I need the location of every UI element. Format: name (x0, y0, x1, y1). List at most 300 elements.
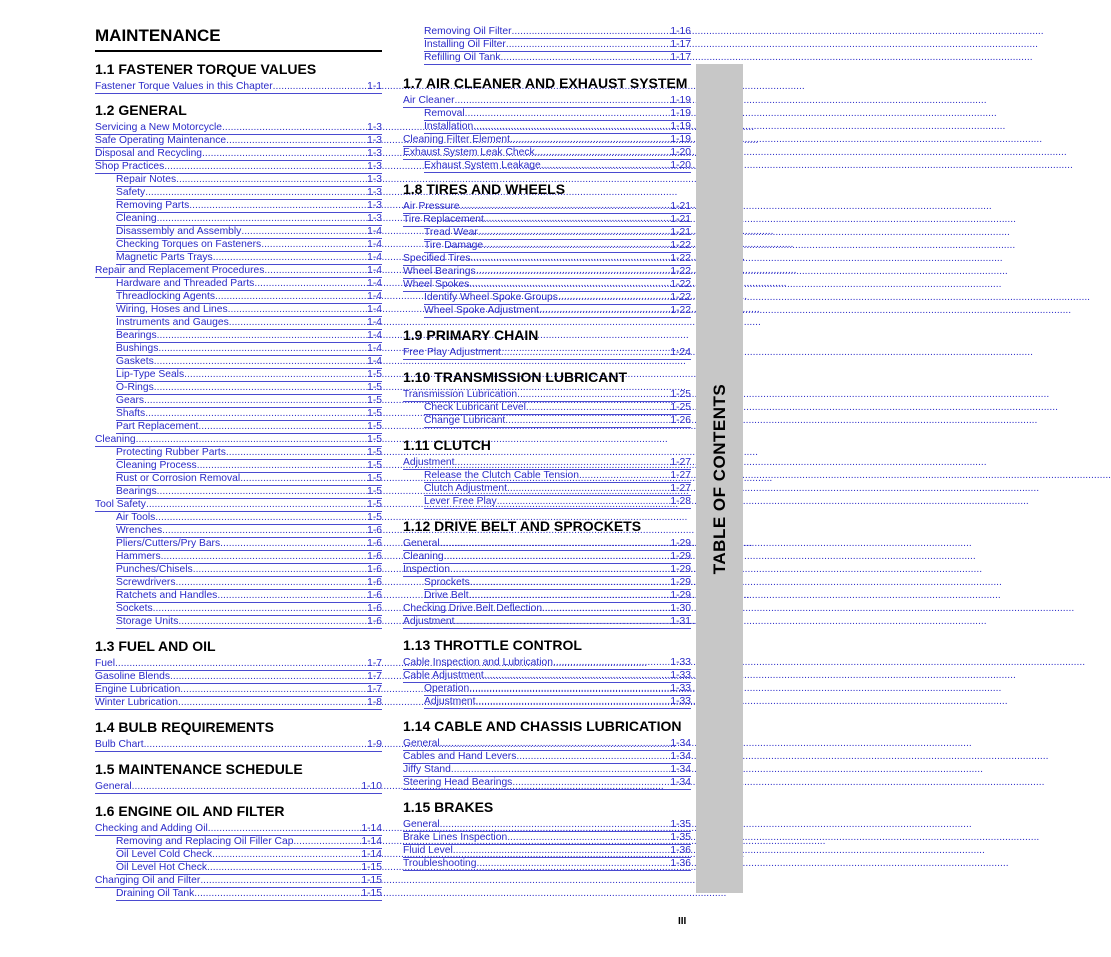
toc-entry[interactable] (424, 496, 691, 509)
toc-entry-label: Tire Replacement (403, 214, 484, 225)
toc-entry[interactable] (403, 347, 691, 360)
dot-leader (542, 602, 669, 615)
dot-leader (145, 407, 366, 420)
dot-leader (483, 239, 669, 252)
chapter-title: MAINTENANCE (95, 26, 382, 52)
toc-entry-page: 1-5 (367, 369, 382, 380)
section-heading-1-7[interactable]: 1.7 AIR CLEANER AND EXHAUST SYSTEM (403, 75, 688, 91)
toc-entry-label: Checking and Adding Oil (95, 823, 208, 834)
toc-entry-label: Bushings (116, 343, 159, 354)
toc-entry-page: 1-3 (367, 161, 382, 172)
toc-entry-page: 1-5 (367, 499, 382, 510)
dot-leader (558, 291, 669, 304)
toc-entry-label: Steering Head Bearings (403, 777, 513, 788)
toc-entry-page: 1-29 (670, 590, 691, 601)
toc-entry-label: Removing and Replacing Oil Filler Cap (116, 836, 294, 847)
toc-entry-label: Repair and Replacement Procedures (95, 265, 265, 276)
toc-entry-page: 1-5 (367, 460, 382, 471)
toc-entry-page: 1-14 (361, 849, 382, 860)
toc-entry-page: 1-6 (367, 603, 382, 614)
toc-entry-label: Jiffy Stand (403, 764, 451, 775)
toc-entry-label: O-Rings (116, 382, 154, 393)
dot-leader (240, 472, 366, 485)
toc-entry-label: Drive Belt (424, 590, 469, 601)
section-heading-1-11[interactable]: 1.11 CLUTCH (403, 437, 491, 453)
toc-entry[interactable] (403, 858, 691, 871)
toc-entry-page: 1-21 (670, 214, 691, 225)
dot-leader (189, 199, 366, 212)
toc-entry-page: 1-17 (670, 52, 691, 63)
toc-entry-page: 1-36 (670, 845, 691, 856)
dot-leader (222, 121, 366, 134)
toc-entry-label: Cable Inspection and Lubrication (403, 657, 553, 668)
toc-entry-label: Troubleshooting (403, 858, 477, 869)
dot-leader (162, 524, 366, 537)
dot-leader (193, 563, 366, 576)
dot-leader (469, 682, 669, 695)
dot-leader (213, 251, 366, 264)
dot-leader (539, 304, 669, 317)
dot-leader (261, 238, 366, 251)
dot-leader (226, 134, 366, 147)
toc-entry-page: 1-22 (670, 305, 691, 316)
dot-leader (501, 346, 670, 359)
toc-entry-page: 1-5 (367, 382, 382, 393)
toc-entry-label: Disposal and Recycling (95, 148, 203, 159)
toc-entry-label: Fuel (95, 658, 116, 669)
section-heading-1-3[interactable]: 1.3 FUEL AND OIL (95, 638, 216, 654)
toc-entry-page: 1-3 (367, 122, 382, 133)
toc-entry-label: Sprockets (424, 577, 470, 588)
toc-entry-page: 1-3 (367, 135, 382, 146)
dot-leader (200, 874, 360, 887)
toc-entry-page: 1-21 (670, 201, 691, 212)
dot-leader (215, 290, 366, 303)
toc-entry-page: 1-4 (367, 291, 382, 302)
dot-leader (471, 252, 670, 265)
toc-entry[interactable] (95, 697, 382, 710)
dot-leader (476, 857, 669, 870)
toc-entry-label: Wrenches (116, 525, 163, 536)
dot-leader (579, 469, 669, 482)
toc-entry-page: 1-5 (367, 486, 382, 497)
dot-leader (512, 776, 669, 789)
toc-entry-page: 1-36 (670, 858, 691, 869)
section-heading-1-1[interactable]: 1.1 FASTENER TORQUE VALUES (95, 61, 317, 77)
toc-entry-page: 1-5 (367, 512, 382, 523)
dot-leader (155, 511, 366, 524)
dot-leader (254, 277, 366, 290)
toc-entry-page: 1-10 (361, 781, 382, 792)
toc-entry-label: Exhaust System Leak Check (403, 147, 535, 158)
toc-entry[interactable] (116, 888, 382, 901)
dot-leader (507, 831, 669, 844)
toc-entry-page: 1-27 (670, 483, 691, 494)
toc-entry-label: Gears (116, 395, 145, 406)
toc-entry-label: Magnetic Parts Trays (116, 252, 213, 263)
dot-leader (484, 213, 670, 226)
toc-entry-page: 1-22 (670, 266, 691, 277)
toc-entry[interactable] (95, 739, 382, 752)
toc-entry-label: Adjustment (403, 616, 455, 627)
dot-leader (517, 388, 669, 401)
section-heading-1-8[interactable]: 1.8 TIRES AND WHEELS (403, 181, 566, 197)
toc-entry-page: 1-19 (670, 121, 691, 132)
toc-entry-page: 1-25 (670, 402, 691, 413)
toc-entry-page: 1-3 (367, 148, 382, 159)
dot-leader (157, 329, 366, 342)
section-heading-1-2[interactable]: 1.2 GENERAL (95, 102, 187, 118)
toc-entry-page: 1-22 (670, 253, 691, 264)
dot-leader (241, 225, 366, 238)
toc-entry-label: Exhaust System Leakage (424, 160, 541, 171)
dot-leader (453, 844, 670, 857)
toc-entry-page: 1-14 (361, 836, 382, 847)
toc-entry-page: 1-29 (670, 577, 691, 588)
toc-entry-label: Lever Free Play (424, 496, 497, 507)
toc-entry-page: 1-6 (367, 551, 382, 562)
toc-entry-label: Bulb Chart (95, 739, 144, 750)
dot-leader (293, 835, 360, 848)
toc-entry-page: 1-19 (670, 95, 691, 106)
toc-entry-label: Shafts (116, 408, 146, 419)
toc-entry-page: 1-33 (670, 696, 691, 707)
toc-entry-label: Specified Tires (403, 253, 471, 264)
toc-entry-page: 1-26 (670, 415, 691, 426)
toc-entry-page: 1-5 (367, 447, 382, 458)
toc-entry[interactable] (403, 616, 691, 629)
toc-entry-label: General (403, 738, 440, 749)
toc-entry-page: 1-25 (670, 389, 691, 400)
dot-leader (178, 615, 366, 628)
toc-entry-page: 1-33 (670, 657, 691, 668)
dot-leader (176, 173, 366, 186)
toc-entry-label: Installation (424, 121, 474, 132)
section-heading-1-5[interactable]: 1.5 MAINTENANCE SCHEDULE (95, 761, 303, 777)
dot-leader (497, 495, 670, 508)
toc-entry[interactable] (424, 305, 691, 318)
dot-leader (473, 120, 669, 133)
toc-entry-label: Air Tools (116, 512, 156, 523)
toc-entry-label: Wiring, Hoses and Lines (116, 304, 228, 315)
toc-entry[interactable] (424, 696, 691, 709)
section-heading-1-9[interactable]: 1.9 PRIMARY CHAIN (403, 327, 539, 343)
dot-leader (440, 818, 670, 831)
section-heading-1-10[interactable]: 1.10 TRANSMISSION LUBRICANT (403, 369, 628, 385)
toc-entry-page: 1-8 (367, 697, 382, 708)
toc-entry-label: Lip-Type Seals (116, 369, 185, 380)
toc-entry-page: 1-6 (367, 577, 382, 588)
dot-leader (451, 763, 670, 776)
toc-entry-label: Servicing a New Motorcycle (95, 122, 223, 133)
toc-entry-label: Bearings (116, 330, 157, 341)
toc-entry-label: Cleaning (95, 434, 136, 445)
dot-leader (153, 602, 366, 615)
toc-entry-label: Gaskets (116, 356, 154, 367)
toc-entry-label: Punches/Chisels (116, 564, 193, 575)
dot-leader (553, 656, 669, 669)
toc-entry-page: 1-19 (670, 134, 691, 145)
toc-entry-page: 1-5 (367, 408, 382, 419)
toc-entry-page: 1-29 (670, 564, 691, 575)
toc-entry-label: Refilling Oil Tank (424, 52, 501, 63)
toc-entry-page: 1-20 (670, 147, 691, 158)
dot-leader (455, 456, 670, 469)
toc-entry-label: Change Lubricant (424, 415, 506, 426)
dot-leader (220, 537, 366, 550)
toc-entry-label: Adjustment (424, 696, 476, 707)
toc-entry-page: 1-15 (361, 875, 382, 886)
dot-leader (484, 669, 670, 682)
toc-entry-page: 1-4 (367, 330, 382, 341)
toc-entry-page: 1-29 (670, 538, 691, 549)
section-heading-1-4[interactable]: 1.4 BULB REQUIREMENTS (95, 719, 274, 735)
toc-entry-label: Installing Oil Filter (424, 39, 506, 50)
dot-leader (136, 433, 366, 446)
dot-leader (526, 401, 670, 414)
toc-entry-page: 1-27 (670, 470, 691, 481)
toc-entry-label: Wheel Spoke Adjustment (424, 305, 540, 316)
toc-entry-label: Protecting Rubber Parts (116, 447, 226, 458)
toc-entry-label: Tread Wear (424, 227, 478, 238)
toc-entry-page: 1-14 (361, 823, 382, 834)
toc-entry[interactable] (403, 777, 691, 790)
toc-entry-label: Cable Adjustment (403, 670, 484, 681)
toc-entry-label: Oil Level Cold Check (116, 849, 213, 860)
dot-leader (512, 25, 670, 38)
toc-entry-label: Cleaning Filter Element (403, 134, 511, 145)
dot-leader (212, 848, 360, 861)
dot-leader (202, 147, 366, 160)
section-heading-1-13[interactable]: 1.13 THROTTLE CONTROL (403, 637, 582, 653)
toc-entry-page: 1-20 (670, 160, 691, 171)
toc-entry-label: Hardware and Threaded Parts (116, 278, 255, 289)
dot-leader (455, 615, 670, 628)
toc-entry-page: 1-21 (670, 227, 691, 238)
dot-leader (146, 498, 366, 511)
dot-leader (207, 861, 360, 874)
dot-leader (229, 316, 366, 329)
toc-entry-page: 1-35 (670, 819, 691, 830)
toc-entry-label: Safe Operating Maintenance (95, 135, 227, 146)
toc-entry-page: 1-4 (367, 278, 382, 289)
dot-leader (478, 226, 670, 239)
toc-entry-page: 1-6 (367, 525, 382, 536)
dot-leader (228, 303, 367, 316)
toc-entry-label: Release the Clutch Cable Tension (424, 470, 579, 481)
toc-entry-label: Fluid Level (403, 845, 453, 856)
toc-entry-label: Check Lubricant Level (424, 402, 526, 413)
toc-entry-page: 1-22 (670, 279, 691, 290)
dot-leader (157, 212, 366, 225)
dot-leader (465, 107, 670, 120)
toc-entry-label: Cleaning (403, 551, 444, 562)
section-heading-1-12[interactable]: 1.12 DRIVE BELT AND SPROCKETS (403, 518, 642, 534)
toc-entry-label: Inspection (403, 564, 450, 575)
dot-leader (264, 264, 366, 277)
toc-entry-page: 1-5 (367, 421, 382, 432)
toc-entry-label: Bearings (116, 486, 157, 497)
toc-entry-label: Storage Units (116, 616, 179, 627)
dot-leader (516, 750, 669, 763)
dot-leader (440, 537, 670, 550)
toc-entry-label: Oil Level Hot Check (116, 862, 207, 873)
toc-entry-label: Operation (424, 683, 470, 694)
toc-entry-label: Part Replacement (116, 421, 199, 432)
toc-entry-label: Checking Drive Belt Deflection (403, 603, 543, 614)
toc-entry-page: 1-31 (670, 616, 691, 627)
dot-leader (197, 459, 366, 472)
toc-entry-page: 1-7 (367, 671, 382, 682)
toc-entry-page: 1-33 (670, 670, 691, 681)
toc-entry-label: Cleaning Process (116, 460, 197, 471)
toc-entry-page: 1-22 (670, 240, 691, 251)
toc-entry-page: 1-34 (670, 764, 691, 775)
dot-leader (444, 550, 670, 563)
toc-entry-label: Removing Parts (116, 200, 190, 211)
toc-entry-label: Repair Notes (116, 174, 177, 185)
toc-entry[interactable] (95, 81, 382, 94)
toc-entry-label: Safety (116, 187, 146, 198)
dot-leader (505, 414, 669, 427)
toc-entry-label: Ratchets and Handles (116, 590, 218, 601)
toc-entry[interactable] (424, 415, 691, 428)
toc-entry[interactable] (95, 781, 382, 794)
page-number: III (678, 916, 687, 927)
toc-entry-page: 1-22 (670, 292, 691, 303)
toc-entry-page: 1-15 (361, 888, 382, 899)
toc-entry-label: Clutch Adjustment (424, 483, 507, 494)
dot-leader (198, 420, 366, 433)
toc-entry-label: Tire Damage (424, 240, 484, 251)
toc-entry-page: 1-6 (367, 538, 382, 549)
toc-entry-label: Adjustment (403, 457, 455, 468)
toc-entry-label: Identify Wheel Spoke Groups (424, 292, 558, 303)
toc-entry-page: 1-5 (367, 395, 382, 406)
toc-entry-label: Instruments and Gauges (116, 317, 229, 328)
toc-entry-page: 1-6 (367, 590, 382, 601)
dot-leader (226, 446, 366, 459)
toc-entry-page: 1-34 (670, 777, 691, 788)
dot-leader (541, 159, 670, 172)
toc-entry-label: Air Cleaner (403, 95, 455, 106)
dot-leader (132, 780, 361, 793)
section-heading-1-15[interactable]: 1.15 BRAKES (403, 799, 494, 815)
dot-leader (535, 146, 670, 159)
toc-entry-page: 1-17 (670, 39, 691, 50)
toc-entry-page: 1-3 (367, 187, 382, 198)
toc-entry-label: General (403, 819, 440, 830)
toc-entry-page: 1-4 (367, 252, 382, 263)
dot-leader (115, 657, 366, 670)
dot-leader (154, 381, 366, 394)
section-heading-1-14[interactable]: 1.14 CABLE AND CHASSIS LUBRICATION (403, 718, 682, 734)
toc-entry-page: 1-3 (367, 200, 382, 211)
toc-entry-label: Transmission Lubrication (403, 389, 518, 400)
dot-leader (144, 738, 366, 751)
dot-leader (158, 342, 366, 355)
toc-entry-label: Removing Oil Filter (424, 26, 512, 37)
toc-entry-label: Fastener Torque Values in this Chapter (95, 81, 273, 92)
toc-entry-page: 1-27 (670, 457, 691, 468)
toc-entry-label: Wheel Bearings (403, 266, 476, 277)
side-tab-label: TABLE OF CONTENTS (709, 383, 729, 574)
dot-leader (506, 38, 670, 51)
dot-leader (144, 394, 366, 407)
dot-leader (476, 265, 670, 278)
toc-entry-page: 1-24 (670, 347, 691, 358)
dot-leader (476, 695, 670, 708)
dot-leader (469, 589, 670, 602)
toc-entry-label: Rust or Corrosion Removal (116, 473, 241, 484)
toc-entry-label: Changing Oil and Filter (95, 875, 201, 886)
dot-leader (469, 278, 669, 291)
dot-leader (450, 563, 669, 576)
toc-entry-label: Tool Safety (95, 499, 146, 510)
dot-leader (154, 355, 366, 368)
dot-leader (510, 133, 669, 146)
toc-entry-page: 1-1 (367, 81, 382, 92)
toc-entry-label: Free Play Adjustment (403, 347, 501, 358)
dot-leader (470, 576, 670, 589)
toc-entry-label: Winter Lubrication (95, 697, 178, 708)
dot-leader (501, 51, 670, 64)
dot-leader (145, 186, 366, 199)
dot-leader (455, 94, 670, 107)
toc-entry-page: 1-33 (670, 683, 691, 694)
toc-entry[interactable] (116, 616, 382, 629)
dot-leader (178, 696, 366, 709)
toc-entry-label: Screwdrivers (116, 577, 176, 588)
toc-entry-page: 1-3 (367, 213, 382, 224)
dot-leader (157, 485, 366, 498)
toc-entry[interactable] (424, 160, 691, 173)
toc-entry-label: Engine Lubrication (95, 684, 181, 695)
toc-entry-page: 1-4 (367, 343, 382, 354)
dot-leader (460, 200, 670, 213)
toc-entry-page: 1-35 (670, 832, 691, 843)
toc-entry-page: 1-5 (367, 434, 382, 445)
toc-entry-page: 1-6 (367, 564, 382, 575)
toc-entry-page: 1-28 (670, 496, 691, 507)
dot-leader (164, 160, 366, 173)
dot-leader (208, 822, 361, 835)
toc-entry-page: 1-19 (670, 108, 691, 119)
side-tab[interactable] (696, 64, 743, 893)
toc-entry-label: General (403, 538, 440, 549)
toc-entry-label: Sockets (116, 603, 153, 614)
toc-entry-page: 1-6 (367, 616, 382, 627)
toc-entry-label: Cleaning (116, 213, 157, 224)
toc-entry-label: General (95, 781, 132, 792)
toc-entry[interactable] (424, 52, 691, 65)
toc-entry-page: 1-30 (670, 603, 691, 614)
toc-entry-label: Threadlocking Agents (116, 291, 216, 302)
dot-leader (161, 550, 366, 563)
toc-entry-label: Checking Torques on Fasteners (116, 239, 262, 250)
toc-entry-label: Cables and Hand Levers (403, 751, 517, 762)
toc-entry-label: Hammers (116, 551, 161, 562)
dot-leader (184, 368, 366, 381)
toc-entry-page: 1-4 (367, 239, 382, 250)
section-heading-1-6[interactable]: 1.6 ENGINE OIL AND FILTER (95, 803, 285, 819)
toc-entry-page: 1-4 (367, 304, 382, 315)
dot-leader (217, 589, 366, 602)
toc-entry-label: Pliers/Cutters/Pry Bars (116, 538, 221, 549)
toc-entry-page: 1-4 (367, 226, 382, 237)
dot-leader (507, 482, 669, 495)
toc-entry-label: Shop Practices (95, 161, 165, 172)
